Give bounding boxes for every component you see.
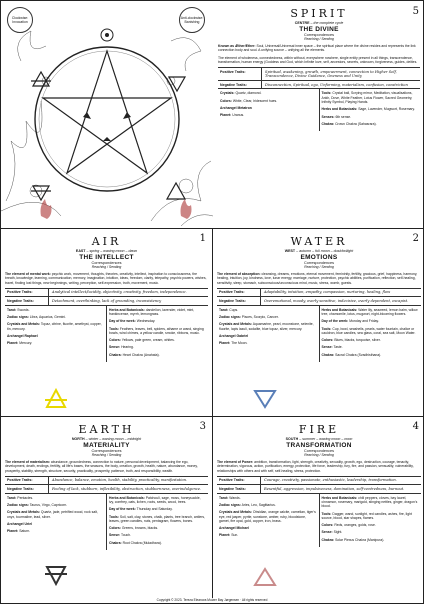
correspondence-value: Yellows, pale green, cream, whites.	[120, 338, 175, 343]
correspondence-value: The Moon.	[230, 341, 248, 346]
cycle-text: – spring – waxing moon – dawn	[86, 249, 138, 253]
correspondence-key: Tools:	[109, 514, 119, 519]
correspondence-key: Tools:	[109, 326, 119, 331]
positive-traits-label: Positive Traits:	[5, 477, 49, 484]
correspondence-item	[109, 507, 206, 511]
correspondence-value: Thursday and Saturday.	[135, 507, 173, 512]
positive-traits-text: Spiritual, awakening, growth, empowerment, connection to Higher Self, Transcendence, Divine Guidance, Oneness and Unity	[265, 69, 397, 79]
correspondence-item	[322, 107, 419, 111]
element-paragraph	[217, 272, 421, 285]
correspondence-key: Tarot:	[7, 495, 17, 500]
correspondence-item	[219, 322, 317, 331]
correspondence-key: Archangel Metatron	[220, 106, 252, 110]
correspondence-value: Saturn.	[18, 529, 31, 534]
element-paragraph	[217, 460, 421, 473]
negative-traits-text: Feeling of lack, stubborn, inflexibility, obstruction, stubbornness, overindulgence.	[52, 486, 202, 491]
correspondence-key: Herbs and Botanicals:	[321, 495, 358, 500]
correspondence-item	[109, 541, 206, 545]
earth-panel	[1, 417, 213, 598]
correspondence-item	[322, 91, 419, 104]
correspondence-value: Aries, Leo, Sagittarius.	[240, 503, 276, 507]
positive-traits-label: Positive Traits:	[217, 477, 261, 484]
correspondence-value: Crystal ball, Scrying mirror, Meditation, visualisations, Ankh, Dove, White Feather, Lotus Flower, Sacred Geometry, Infinity Symbol, Playing Hands.	[321, 91, 413, 104]
correspondence-key: Planet:	[219, 341, 231, 346]
correspondence-item	[219, 526, 317, 530]
correspondence-value: 6th sense.	[334, 114, 352, 119]
correspondences-sub: Reaching / Sending	[304, 453, 334, 457]
correspondence-value: Crown Chakra (Sahasrara).	[334, 121, 377, 126]
correspondence-value: Taurus, Virgo, Capricorn.	[28, 503, 68, 507]
correspondence-value: Sage, Lavender, Mugwort, Rosemary.	[357, 107, 415, 112]
section-title: THE DIVINE	[299, 26, 339, 33]
cycle-text: – the complete cycle	[310, 21, 344, 25]
correspondence-key: Crystals and Metals:	[7, 510, 40, 515]
correspondence-key: Tools:	[321, 91, 332, 96]
correspondence-item	[7, 334, 104, 338]
section-number: 1	[199, 233, 206, 244]
correspondences-label: Correspondences	[91, 261, 122, 265]
positive-traits-text: Courage, creativity, passionate, enthusiastic, leadership, transformation.	[264, 478, 397, 483]
correspondence-value: chili peppers, cloves, bay laurel, cinnamon, rosemary, marigold, stinging nettles, ginger, dragon's blood.	[321, 495, 418, 509]
section-title: TRANSFORMATION	[286, 442, 352, 449]
correspondence-value: Wands.	[228, 495, 241, 500]
earth-correspondence-columns	[5, 494, 208, 550]
element-paragraph	[5, 272, 208, 285]
direction: CENTRE	[294, 21, 310, 25]
fire-correspondence-columns	[217, 494, 421, 547]
correspondence-key: Tarot:	[219, 307, 229, 312]
correspondence-item	[322, 308, 420, 317]
spirit-panel	[213, 1, 424, 229]
banishing-label: Anti-clockwise: Banishing	[180, 16, 204, 24]
correspondence-key: Planet:	[219, 533, 231, 538]
correspondence-item	[219, 533, 317, 537]
correspondence-item	[220, 99, 317, 103]
positive-traits-text: Analytical intellect/lucidity, objectivity, creativity, freedom, independence.	[52, 290, 187, 295]
correspondence-item	[322, 353, 420, 357]
section-subtitle	[218, 21, 420, 25]
correspondence-value: Topaz, citrine, fluorite, amethyst, copper, tin, mercury.	[7, 322, 102, 331]
pentagram-wheel-drawing	[1, 1, 213, 229]
correspondence-item	[219, 308, 317, 312]
correspondence-item	[7, 522, 104, 526]
correspondence-key: Tools:	[321, 326, 332, 331]
invocation-badge	[7, 7, 33, 33]
correspondences-label: Correspondences	[304, 449, 334, 453]
positive-traits-row	[217, 476, 421, 484]
paragraph-text: Soul, Universal/Universal inner space – the spiritual place where the divine resides and represents the link connection body and soul. A unifying source – unifying all the elements.	[218, 44, 416, 53]
section-number: 5	[412, 6, 419, 17]
section-header: EARTH	[78, 423, 135, 436]
correspondence-key: Planet:	[220, 113, 232, 118]
correspondence-key: Archangel Uriel	[7, 521, 33, 526]
correspondence-key: Tarot:	[7, 307, 17, 312]
correspondence-key: Crystals and Metals:	[219, 510, 252, 515]
correspondence-item	[220, 106, 317, 110]
correspondence-value: Touch.	[120, 533, 131, 538]
correspondence-value: White, Clear, Iridescent hues.	[231, 98, 278, 103]
correspondence-value: Taste.	[332, 345, 343, 350]
section-header: AIR	[91, 235, 122, 248]
correspondences-sub: Reaching / Sending	[91, 453, 122, 457]
right-column	[106, 494, 208, 550]
correspondence-value: Cup, bowl, seashells, pearls, water fountain, chalice or cauldron, blue candles, sea glass, coral, sea salt, Moon Water.	[321, 326, 416, 335]
correspondence-key: Zodiac signs:	[219, 315, 241, 319]
correspondence-key: Chakra:	[321, 537, 335, 542]
correspondence-item	[322, 338, 420, 342]
correspondence-value: Libra, Aquarius, Gemini.	[28, 315, 66, 319]
correspondence-item	[109, 308, 206, 317]
correspondence-item	[7, 322, 104, 331]
cycle-text: – winter – waning moon – midnight	[85, 437, 142, 441]
correspondence-key: Zodiac signs:	[219, 503, 241, 507]
direction: EAST	[75, 249, 86, 253]
correspondence-key: Herbs and Botanicals:	[321, 307, 358, 312]
correspondence-key: Day of the week:	[109, 319, 136, 324]
section-title: THE INTELLECT	[79, 254, 134, 261]
spirit-correspondence-columns	[218, 89, 420, 131]
air-symbol-icon	[45, 387, 67, 409]
negative-traits-label: Negative Traits:	[217, 297, 261, 304]
correspondence-key: Sense:	[321, 530, 333, 535]
correspondence-item	[322, 327, 420, 336]
correspondence-value: Sun.	[230, 533, 239, 538]
section-title: EMOTIONS	[300, 254, 338, 261]
left-column	[5, 494, 106, 550]
correspondence-value: Patchouli, sage, moss, honeysuckle, ivy, comfrey, oats, lichen, roots, seeds, wood, trees.	[109, 495, 201, 504]
aether-paragraph	[218, 44, 420, 53]
correspondence-item	[7, 308, 104, 312]
correspondences-sub: Reaching / Sending	[91, 265, 122, 269]
negative-traits-text: Detachment, overthinking, lack of grounding, inconsistency	[52, 298, 162, 303]
correspondence-item	[109, 533, 206, 537]
correspondence-item	[322, 496, 420, 509]
correspondence-value: Water lily, seaweed, lemon balm, willow tree, chamomile, lotus, mugwort, night-blooming flowers.	[321, 307, 418, 316]
correspondence-key: Archangel Michael	[219, 526, 249, 531]
correspondence-item	[109, 496, 206, 505]
correspondence-value: Dagger, wand, sunlight, red candles, ashes, fire, light source, blood, star shapes, flames.	[321, 511, 412, 520]
correspondence-key: Planet:	[7, 529, 19, 534]
positive-traits-row	[5, 476, 208, 484]
positive-traits-label: Positive Traits:	[218, 68, 262, 80]
paragraph-label: The element of absorption:	[217, 272, 261, 276]
correspondence-value: Monday and Friday.	[348, 319, 379, 324]
right-column	[106, 306, 208, 362]
banishing-badge	[179, 7, 205, 33]
correspondence-key: Chakra:	[321, 352, 335, 357]
correspondence-item	[109, 515, 206, 524]
correspondence-value: Mercury.	[18, 341, 33, 346]
correspondence-value: Sight.	[332, 530, 343, 535]
correspondence-value: Reds, oranges, golds, rose.	[333, 523, 376, 528]
correspondence-item	[219, 496, 317, 500]
wholeness-paragraph: The element of wholeness, connectedness, within without, everywhere nowhere, single entity present in all things, transcendence, transformation, human energy (Goddess and God, which Infinite love, self, ancestors, secrets, unknown, forgiveness, guides, deities.	[218, 55, 418, 64]
direction: WEST	[284, 249, 296, 253]
correspondence-item	[7, 529, 104, 533]
correspondence-item	[109, 327, 206, 336]
correspondence-value: Sacral Chakra (Svadhisthana).	[334, 352, 382, 357]
correspondences-sub: Reaching / Sending	[304, 265, 334, 269]
positive-traits-row	[5, 288, 208, 296]
correspondence-value: Greens, browns, blacks.	[120, 526, 159, 531]
correspondence-item	[322, 122, 419, 126]
correspondences-label: Correspondences	[91, 449, 122, 453]
paragraph-text: psychic work, movement, thoughts, theories, creativity, intellect, inspiration to consciousness, the breath, knowledge, learning, communication, memory, imagination, intuition, ideas, freedom, clarity, telepathy, psychic powers, wishes, travel, finding lost things, new beginnings, writing, perception, self-expression, truth, movement, music.	[5, 272, 207, 285]
section-title: MATERIALITY	[83, 442, 130, 449]
correspondence-item	[219, 334, 317, 338]
negative-traits-row	[5, 296, 208, 305]
earth-symbol-icon	[45, 565, 67, 587]
right-column	[319, 494, 422, 547]
correspondence-key: Herbs and Botanicals:	[109, 307, 145, 312]
air-correspondence-columns	[5, 306, 208, 362]
elemental-wheel-illustration	[1, 1, 213, 229]
correspondence-key: Herbs and Botanicals:	[321, 107, 358, 112]
correspondence-key: Crystals:	[220, 91, 235, 96]
correspondences-label: Correspondences	[304, 33, 334, 37]
correspondence-key: Archangel Raphael	[7, 333, 38, 338]
correspondences-sub: Reaching / Sending	[304, 37, 334, 41]
correspondence-key: Crystals and Metals:	[7, 322, 40, 327]
correspondence-item	[322, 530, 420, 534]
correspondence-key: Sense:	[109, 345, 121, 350]
cycle-text: – summer – waxing moon – noon	[299, 437, 353, 441]
correspondence-item	[220, 91, 317, 95]
correspondence-value: Wednesday.	[135, 319, 156, 324]
correspondence-key: Colors:	[220, 98, 232, 103]
invocation-label: Clockwise: Invocation	[11, 16, 29, 24]
element-paragraph	[5, 460, 208, 473]
correspondence-item	[322, 319, 420, 323]
left-column	[217, 306, 319, 362]
correspondence-item	[219, 341, 317, 345]
correspondence-item	[322, 345, 420, 349]
correspondence-value: Quartz, diamond.	[234, 91, 262, 96]
correspondence-value: Heart Chakra (Anahata).	[121, 352, 160, 357]
correspondence-item	[7, 315, 104, 319]
correspondence-item	[109, 338, 206, 342]
negative-traits-text: Overemotional, moody, overly sensitive, indecisive, overly dependent, escapist.	[264, 298, 409, 303]
positive-traits-label: Positive Traits:	[5, 289, 49, 296]
correspondence-key: Tarot:	[219, 495, 229, 500]
correspondence-key: Planet:	[7, 341, 19, 346]
left-column	[217, 494, 319, 547]
correspondence-value: dandelion, lavender, violet, mint, frankincense, myrrh, lemongrass.	[109, 307, 195, 316]
copyright-notice: Copyright © 2023. Tereza Eleanora Mulzer Bay Jørgensen · All rights reserved	[156, 598, 268, 602]
correspondence-key: Colors:	[321, 338, 334, 343]
negative-traits-text: Resentful, aggression, impulsiveness, domination, self-centredness, burnout.	[264, 486, 405, 491]
paragraph-text: abundance, groundedness, connection to nature, personal development, balancing the ego, development, death, endings, fertility, all life's bases, the seasons, the body, creation, growth, health, nature, abundance, money, prosperity, stability, strength, structure, security, practicality, prosperity, patience, truth, and responsibility, wealth.	[5, 460, 198, 473]
correspondence-value: Feathers, leaves, bell, spiders, athame or wand, singing bowls, wind chimes, a yellow candle, smoke, ribbons, music.	[109, 326, 204, 335]
correspondence-key: Day of the week:	[109, 507, 136, 512]
correspondence-key: Sense:	[321, 345, 333, 350]
correspondence-item	[219, 503, 317, 507]
paragraph-text: cleansing, dreams, emotions, eternal movement, femininity, fertility, gracious, grief, happiness, harmony, healing, intuition, joy, kindness, love, lunar energy, marriage, nurture, protection, psychic abilities, purification, reflection, self-healing, sensitivity, sleep, stomach, subconscious/unconscious mind, music, stress, womb, guests.	[217, 272, 418, 285]
correspondence-key: Colors:	[321, 523, 334, 528]
correspondence-key: Colors:	[109, 526, 121, 531]
correspondence-value: Cups.	[228, 307, 239, 312]
paragraph-label: Known as Æther/Ether:	[218, 44, 256, 48]
correspondence-value: Hearing.	[120, 345, 134, 350]
fire-panel	[213, 417, 424, 598]
correspondence-item	[7, 496, 104, 500]
negative-traits-label: Negative Traits:	[5, 297, 49, 304]
air-panel	[1, 229, 213, 417]
direction: SOUTH	[285, 437, 299, 441]
correspondence-key: Herbs and Botanicals:	[109, 495, 145, 500]
correspondence-item	[322, 115, 419, 119]
correspondences-label: Correspondences	[304, 261, 334, 265]
correspondence-value: Solar Plexus Chakra (Manipura).	[334, 537, 385, 542]
correspondence-value: Blues, blacks, turquoise, silver.	[333, 338, 381, 343]
correspondence-value: Pisces, Scorpio, Cancer.	[240, 315, 279, 319]
negative-traits-row	[5, 484, 208, 493]
negative-traits-row	[218, 80, 420, 89]
water-correspondence-columns	[217, 306, 421, 362]
correspondence-item	[109, 345, 206, 349]
positive-traits-row	[217, 288, 421, 296]
correspondence-item	[322, 512, 420, 521]
correspondence-key: Senses:	[321, 114, 335, 119]
correspondence-value: Root Chakra (Muladhara).	[121, 540, 162, 545]
section-subtitle	[5, 437, 208, 441]
right-column	[319, 306, 422, 362]
correspondence-item	[109, 353, 206, 357]
section-number: 4	[412, 421, 419, 432]
negative-traits-label: Negative Traits:	[218, 81, 262, 88]
correspondence-key: Sense:	[109, 533, 121, 538]
correspondence-value: Obsidian, orange calcite, carnelian, tiger's eye, red jasper, pyrite, sunstone, amber, ruby, bloodstone, garnet, fire opal, gold, copper, iron, brass.	[219, 510, 316, 523]
correspondence-key: Crystals and Metals:	[219, 322, 252, 327]
left-column	[5, 306, 106, 362]
correspondence-key: Chakra:	[109, 540, 122, 545]
correspondence-key: Zodiac signs:	[7, 503, 29, 507]
positive-traits-text: Adaptability, intuition, empathy, compassion, nurturing, healing, flow	[264, 290, 391, 295]
section-subtitle	[5, 249, 208, 253]
correspondence-value: Soil, salt, clay, stones, chalk, plants, tree branch, antlers, leaves, green candles, nuts, pentagram, flowers, bones.	[109, 514, 205, 523]
direction: NORTH	[71, 437, 85, 441]
correspondence-item	[219, 510, 317, 523]
fire-symbol-icon	[253, 567, 277, 587]
top-section	[1, 1, 424, 229]
correspondence-value: Uranus.	[231, 113, 245, 118]
correspondence-key: Colors:	[109, 338, 121, 343]
positive-traits-label: Positive Traits:	[217, 289, 261, 296]
correspondence-key: Day of the week:	[321, 319, 349, 324]
correspondence-item	[109, 526, 206, 530]
correspondence-item	[109, 319, 206, 323]
correspondence-item	[7, 510, 104, 519]
section-subtitle	[217, 437, 421, 441]
correspondence-key: Zodiac signs:	[7, 315, 29, 319]
section-subtitle	[217, 249, 421, 253]
negative-traits-text: Disconnection, Spiritual, ego, Unforming, materialism, confusion, constriction	[265, 82, 408, 87]
negative-traits-label: Negative Traits:	[217, 485, 261, 492]
section-header: WATER	[290, 235, 348, 248]
negative-traits-row	[217, 296, 421, 305]
paragraph-label: The element of mental work:	[5, 272, 51, 276]
section-header: FIRE	[298, 423, 340, 436]
correspondence-item	[7, 503, 104, 507]
paragraph-text: ambition, transformation, light, strength, creativity, sexuality, growth, ego, destruction, courage, tenacity, determination, vigorous, action, purification, energy, protection, life force, leadership, fury, fire, and passion, sensuality, vulnerability, relationships with others and with self, self-healing, stress, protection.	[217, 460, 414, 473]
water-panel	[213, 229, 424, 417]
correspondence-value: Swords.	[16, 307, 30, 312]
correspondence-item	[220, 113, 317, 117]
correspondence-value: Pentacles.	[16, 495, 34, 500]
negative-traits-label: Negative Traits:	[5, 485, 49, 492]
correspondence-item	[7, 341, 104, 345]
correspondence-key: Chakra:	[321, 121, 335, 126]
section-number: 3	[199, 421, 206, 432]
left-column	[218, 89, 319, 131]
section-header: SPIRIT	[290, 7, 348, 20]
correspondence-value: Aquamarine, pearl, moonstone, selenite, fluorite, lapis lazuli, sodalite, blue topaz, silver, mercury.	[219, 322, 314, 331]
correspondence-value: Quartz, jade, petrified wood, rock salt, onyx, tourmaline, lead, silver.	[7, 510, 98, 519]
correspondence-item	[322, 523, 420, 527]
positive-traits-row	[218, 67, 420, 80]
correspondence-key: Chakra:	[109, 352, 122, 357]
section-number: 2	[412, 233, 419, 244]
negative-traits-row	[217, 484, 421, 493]
correspondence-key: Archangel Gabriel	[219, 333, 249, 338]
correspondence-item	[322, 538, 420, 542]
correspondence-item	[219, 315, 317, 319]
correspondence-key: Tools:	[321, 511, 332, 516]
right-column	[319, 89, 421, 131]
water-symbol-icon	[253, 389, 277, 409]
positive-traits-text: Abundance, balance, emotion, health, stability, practicality, manifestation.	[52, 478, 188, 483]
paragraph-label: The element of materialism:	[5, 460, 50, 464]
cycle-text: – autumn – full moon – dusk/twilight	[296, 249, 354, 253]
paragraph-label: The element of Power:	[217, 460, 254, 464]
